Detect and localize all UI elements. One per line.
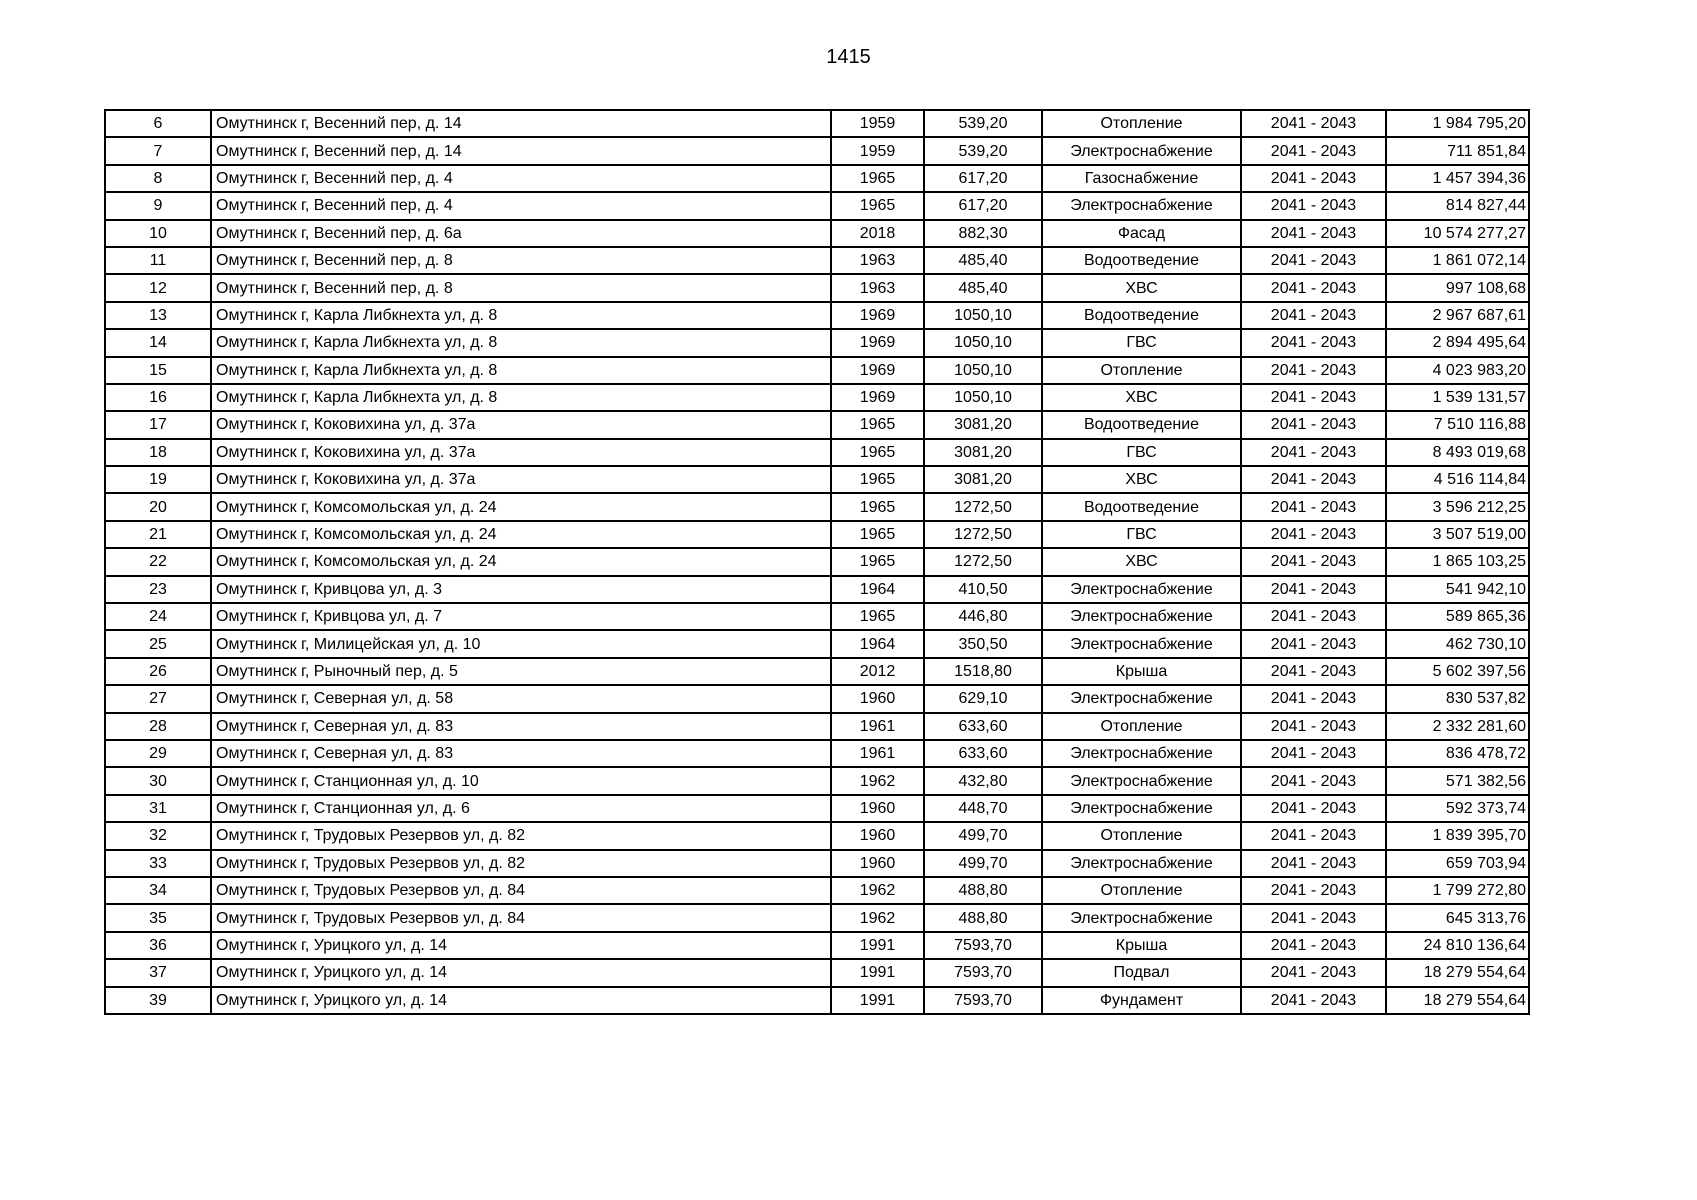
period-cell: 2041 - 2043 [1241,165,1386,192]
cost-cell: 3 507 519,00 [1386,521,1529,548]
address-cell: Омутнинск г, Станционная ул, д. 10 [211,767,831,794]
period-cell: 2041 - 2043 [1241,603,1386,630]
year-built-cell: 1991 [831,987,924,1014]
address-cell: Омутнинск г, Урицкого ул, д. 14 [211,987,831,1014]
period-cell: 2041 - 2043 [1241,685,1386,712]
area-cell: 7593,70 [924,987,1042,1014]
table-row [105,822,1529,849]
table-row [105,658,1529,685]
period-cell: 2041 - 2043 [1241,137,1386,164]
table-row [105,493,1529,520]
table-row [105,411,1529,438]
cost-cell: 1 861 072,14 [1386,247,1529,274]
period-cell: 2041 - 2043 [1241,493,1386,520]
work-type-cell: Фундамент [1042,987,1241,1014]
table-row [105,877,1529,904]
year-built-cell: 1961 [831,713,924,740]
work-type-cell: Отопление [1042,822,1241,849]
year-built-cell: 1964 [831,576,924,603]
area-cell: 432,80 [924,767,1042,794]
year-built-cell: 1965 [831,603,924,630]
cost-cell: 1 839 395,70 [1386,822,1529,849]
cost-cell: 7 510 116,88 [1386,411,1529,438]
row-number-cell: 30 [105,767,211,794]
address-cell: Омутнинск г, Комсомольская ул, д. 24 [211,521,831,548]
row-number-cell: 34 [105,877,211,904]
year-built-cell: 1969 [831,357,924,384]
area-cell: 3081,20 [924,466,1042,493]
period-cell: 2041 - 2043 [1241,357,1386,384]
year-built-cell: 1960 [831,822,924,849]
table-row [105,959,1529,986]
period-cell: 2041 - 2043 [1241,987,1386,1014]
row-number-cell: 9 [105,192,211,219]
year-built-cell: 1963 [831,247,924,274]
area-cell: 1518,80 [924,658,1042,685]
row-number-cell: 33 [105,850,211,877]
page-number: 1415 [826,46,871,68]
address-cell: Омутнинск г, Коковихина ул, д. 37а [211,411,831,438]
row-number-cell: 32 [105,822,211,849]
cost-cell: 541 942,10 [1386,576,1529,603]
table-row [105,302,1529,329]
cost-cell: 4 023 983,20 [1386,357,1529,384]
address-cell: Омутнинск г, Весенний пер, д. 8 [211,247,831,274]
period-cell: 2041 - 2043 [1241,384,1386,411]
work-type-cell: Электроснабжение [1042,192,1241,219]
area-cell: 1272,50 [924,548,1042,575]
work-type-cell: Крыша [1042,932,1241,959]
row-number-cell: 21 [105,521,211,548]
work-type-cell: ГВС [1042,329,1241,356]
area-cell: 633,60 [924,740,1042,767]
cost-cell: 24 810 136,64 [1386,932,1529,959]
area-cell: 410,50 [924,576,1042,603]
area-cell: 3081,20 [924,439,1042,466]
cost-cell: 1 457 394,36 [1386,165,1529,192]
year-built-cell: 2018 [831,220,924,247]
row-number-cell: 11 [105,247,211,274]
work-type-cell: Крыша [1042,658,1241,685]
period-cell: 2041 - 2043 [1241,329,1386,356]
work-type-cell: Газоснабжение [1042,165,1241,192]
cost-cell: 2 894 495,64 [1386,329,1529,356]
area-cell: 633,60 [924,713,1042,740]
table-row [105,932,1529,959]
table-row [105,685,1529,712]
period-cell: 2041 - 2043 [1241,192,1386,219]
area-cell: 1272,50 [924,493,1042,520]
address-cell: Омутнинск г, Станционная ул, д. 6 [211,795,831,822]
work-type-cell: Водоотведение [1042,302,1241,329]
area-cell: 446,80 [924,603,1042,630]
work-type-cell: ХВС [1042,384,1241,411]
work-type-cell: Водоотведение [1042,247,1241,274]
period-cell: 2041 - 2043 [1241,466,1386,493]
period-cell: 2041 - 2043 [1241,767,1386,794]
row-number-cell: 23 [105,576,211,603]
row-number-cell: 35 [105,904,211,931]
address-cell: Омутнинск г, Карла Либкнехта ул, д. 8 [211,384,831,411]
address-cell: Омутнинск г, Комсомольская ул, д. 24 [211,548,831,575]
cost-cell: 1 984 795,20 [1386,110,1529,137]
year-built-cell: 1965 [831,466,924,493]
address-cell: Омутнинск г, Коковихина ул, д. 37а [211,439,831,466]
work-type-cell: Электроснабжение [1042,630,1241,657]
table-row [105,357,1529,384]
address-cell: Омутнинск г, Весенний пер, д. 14 [211,137,831,164]
area-cell: 7593,70 [924,932,1042,959]
year-built-cell: 1964 [831,630,924,657]
year-built-cell: 1960 [831,795,924,822]
year-built-cell: 1962 [831,877,924,904]
table-row [105,329,1529,356]
work-type-cell: Электроснабжение [1042,576,1241,603]
table-body [105,110,1529,1014]
period-cell: 2041 - 2043 [1241,630,1386,657]
period-cell: 2041 - 2043 [1241,247,1386,274]
work-type-cell: Водоотведение [1042,493,1241,520]
work-type-cell: Отопление [1042,877,1241,904]
cost-cell: 645 313,76 [1386,904,1529,931]
work-type-cell: ХВС [1042,274,1241,301]
area-cell: 617,20 [924,192,1042,219]
year-built-cell: 1965 [831,439,924,466]
cost-cell: 1 539 131,57 [1386,384,1529,411]
address-cell: Омутнинск г, Трудовых Резервов ул, д. 84 [211,904,831,931]
work-type-cell: Электроснабжение [1042,740,1241,767]
address-cell: Омутнинск г, Трудовых Резервов ул, д. 82 [211,822,831,849]
area-cell: 488,80 [924,904,1042,931]
area-cell: 1272,50 [924,521,1042,548]
period-cell: 2041 - 2043 [1241,274,1386,301]
cost-cell: 18 279 554,64 [1386,959,1529,986]
address-cell: Омутнинск г, Кривцова ул, д. 7 [211,603,831,630]
address-cell: Омутнинск г, Весенний пер, д. 8 [211,274,831,301]
year-built-cell: 1960 [831,850,924,877]
table-row [105,247,1529,274]
work-type-cell: Электроснабжение [1042,685,1241,712]
area-cell: 499,70 [924,850,1042,877]
year-built-cell: 1962 [831,904,924,931]
year-built-cell: 1960 [831,685,924,712]
row-number-cell: 28 [105,713,211,740]
year-built-cell: 1965 [831,165,924,192]
cost-cell: 8 493 019,68 [1386,439,1529,466]
table-row [105,713,1529,740]
cost-cell: 659 703,94 [1386,850,1529,877]
period-cell: 2041 - 2043 [1241,850,1386,877]
year-built-cell: 1959 [831,137,924,164]
work-type-cell: Электроснабжение [1042,603,1241,630]
work-type-cell: ГВС [1042,521,1241,548]
year-built-cell: 1965 [831,192,924,219]
work-type-cell: Отопление [1042,110,1241,137]
row-number-cell: 7 [105,137,211,164]
address-cell: Омутнинск г, Коковихина ул, д. 37а [211,466,831,493]
work-type-cell: Отопление [1042,713,1241,740]
year-built-cell: 1965 [831,521,924,548]
work-type-cell: ГВС [1042,439,1241,466]
cost-cell: 571 382,56 [1386,767,1529,794]
year-built-cell: 1961 [831,740,924,767]
cost-cell: 592 373,74 [1386,795,1529,822]
period-cell: 2041 - 2043 [1241,110,1386,137]
table-row [105,384,1529,411]
area-cell: 539,20 [924,110,1042,137]
row-number-cell: 15 [105,357,211,384]
row-number-cell: 27 [105,685,211,712]
table-row [105,521,1529,548]
period-cell: 2041 - 2043 [1241,439,1386,466]
table-row [105,110,1529,137]
address-cell: Омутнинск г, Урицкого ул, д. 14 [211,932,831,959]
year-built-cell: 1969 [831,384,924,411]
cost-cell: 5 602 397,56 [1386,658,1529,685]
cost-cell: 830 537,82 [1386,685,1529,712]
work-type-cell: ХВС [1042,548,1241,575]
year-built-cell: 1963 [831,274,924,301]
table-row [105,795,1529,822]
table-row [105,165,1529,192]
area-cell: 1050,10 [924,302,1042,329]
period-cell: 2041 - 2043 [1241,302,1386,329]
address-cell: Омутнинск г, Трудовых Резервов ул, д. 84 [211,877,831,904]
row-number-cell: 36 [105,932,211,959]
year-built-cell: 1959 [831,110,924,137]
address-cell: Омутнинск г, Урицкого ул, д. 14 [211,959,831,986]
repair-schedule-table [104,109,1530,1015]
row-number-cell: 10 [105,220,211,247]
year-built-cell: 1991 [831,959,924,986]
work-type-cell: Фасад [1042,220,1241,247]
address-cell: Омутнинск г, Карла Либкнехта ул, д. 8 [211,357,831,384]
area-cell: 1050,10 [924,329,1042,356]
cost-cell: 814 827,44 [1386,192,1529,219]
table-row [105,630,1529,657]
row-number-cell: 18 [105,439,211,466]
area-cell: 1050,10 [924,384,1042,411]
area-cell: 629,10 [924,685,1042,712]
year-built-cell: 1969 [831,302,924,329]
work-type-cell: Электроснабжение [1042,767,1241,794]
area-cell: 1050,10 [924,357,1042,384]
table-row [105,137,1529,164]
table-row [105,740,1529,767]
area-cell: 617,20 [924,165,1042,192]
row-number-cell: 8 [105,165,211,192]
year-built-cell: 1991 [831,932,924,959]
row-number-cell: 14 [105,329,211,356]
address-cell: Омутнинск г, Северная ул, д. 83 [211,713,831,740]
cost-cell: 2 332 281,60 [1386,713,1529,740]
period-cell: 2041 - 2043 [1241,713,1386,740]
work-type-cell: Водоотведение [1042,411,1241,438]
address-cell: Омутнинск г, Трудовых Резервов ул, д. 82 [211,850,831,877]
cost-cell: 18 279 554,64 [1386,987,1529,1014]
cost-cell: 1 799 272,80 [1386,877,1529,904]
row-number-cell: 31 [105,795,211,822]
row-number-cell: 25 [105,630,211,657]
area-cell: 350,50 [924,630,1042,657]
period-cell: 2041 - 2043 [1241,521,1386,548]
table-row [105,192,1529,219]
cost-cell: 4 516 114,84 [1386,466,1529,493]
row-number-cell: 16 [105,384,211,411]
row-number-cell: 6 [105,110,211,137]
cost-cell: 589 865,36 [1386,603,1529,630]
address-cell: Омутнинск г, Северная ул, д. 83 [211,740,831,767]
table-row [105,466,1529,493]
row-number-cell: 13 [105,302,211,329]
cost-cell: 10 574 277,27 [1386,220,1529,247]
cost-cell: 836 478,72 [1386,740,1529,767]
area-cell: 499,70 [924,822,1042,849]
address-cell: Омутнинск г, Весенний пер, д. 6а [211,220,831,247]
period-cell: 2041 - 2043 [1241,658,1386,685]
table-row [105,850,1529,877]
period-cell: 2041 - 2043 [1241,411,1386,438]
row-number-cell: 17 [105,411,211,438]
address-cell: Омутнинск г, Весенний пер, д. 4 [211,165,831,192]
period-cell: 2041 - 2043 [1241,904,1386,931]
address-cell: Омутнинск г, Карла Либкнехта ул, д. 8 [211,302,831,329]
table-row [105,767,1529,794]
cost-cell: 2 967 687,61 [1386,302,1529,329]
cost-cell: 997 108,68 [1386,274,1529,301]
area-cell: 448,70 [924,795,1042,822]
work-type-cell: Отопление [1042,357,1241,384]
area-cell: 488,80 [924,877,1042,904]
address-cell: Омутнинск г, Карла Либкнехта ул, д. 8 [211,329,831,356]
row-number-cell: 37 [105,959,211,986]
address-cell: Омутнинск г, Северная ул, д. 58 [211,685,831,712]
period-cell: 2041 - 2043 [1241,576,1386,603]
work-type-cell: Электроснабжение [1042,850,1241,877]
table-row [105,904,1529,931]
work-type-cell: ХВС [1042,466,1241,493]
row-number-cell: 19 [105,466,211,493]
period-cell: 2041 - 2043 [1241,959,1386,986]
address-cell: Омутнинск г, Весенний пер, д. 4 [211,192,831,219]
cost-cell: 1 865 103,25 [1386,548,1529,575]
period-cell: 2041 - 2043 [1241,740,1386,767]
cost-cell: 3 596 212,25 [1386,493,1529,520]
address-cell: Омутнинск г, Комсомольская ул, д. 24 [211,493,831,520]
table-row [105,603,1529,630]
address-cell: Омутнинск г, Кривцова ул, д. 3 [211,576,831,603]
period-cell: 2041 - 2043 [1241,220,1386,247]
table-row [105,274,1529,301]
work-type-cell: Подвал [1042,959,1241,986]
period-cell: 2041 - 2043 [1241,795,1386,822]
cost-cell: 462 730,10 [1386,630,1529,657]
area-cell: 539,20 [924,137,1042,164]
period-cell: 2041 - 2043 [1241,932,1386,959]
period-cell: 2041 - 2043 [1241,877,1386,904]
row-number-cell: 29 [105,740,211,767]
year-built-cell: 1969 [831,329,924,356]
work-type-cell: Электроснабжение [1042,904,1241,931]
area-cell: 485,40 [924,274,1042,301]
work-type-cell: Электроснабжение [1042,137,1241,164]
period-cell: 2041 - 2043 [1241,548,1386,575]
year-built-cell: 1965 [831,548,924,575]
address-cell: Омутнинск г, Весенний пер, д. 14 [211,110,831,137]
table-row [105,220,1529,247]
row-number-cell: 12 [105,274,211,301]
area-cell: 7593,70 [924,959,1042,986]
work-type-cell: Электроснабжение [1042,795,1241,822]
area-cell: 485,40 [924,247,1042,274]
period-cell: 2041 - 2043 [1241,822,1386,849]
row-number-cell: 26 [105,658,211,685]
year-built-cell: 2012 [831,658,924,685]
address-cell: Омутнинск г, Рыночный пер, д. 5 [211,658,831,685]
row-number-cell: 39 [105,987,211,1014]
address-cell: Омутнинск г, Милицейская ул, д. 10 [211,630,831,657]
cost-cell: 711 851,84 [1386,137,1529,164]
year-built-cell: 1965 [831,411,924,438]
area-cell: 882,30 [924,220,1042,247]
table-row [105,576,1529,603]
year-built-cell: 1965 [831,493,924,520]
year-built-cell: 1962 [831,767,924,794]
table-row [105,439,1529,466]
table-row [105,987,1529,1014]
area-cell: 3081,20 [924,411,1042,438]
row-number-cell: 20 [105,493,211,520]
row-number-cell: 22 [105,548,211,575]
row-number-cell: 24 [105,603,211,630]
table-row [105,548,1529,575]
